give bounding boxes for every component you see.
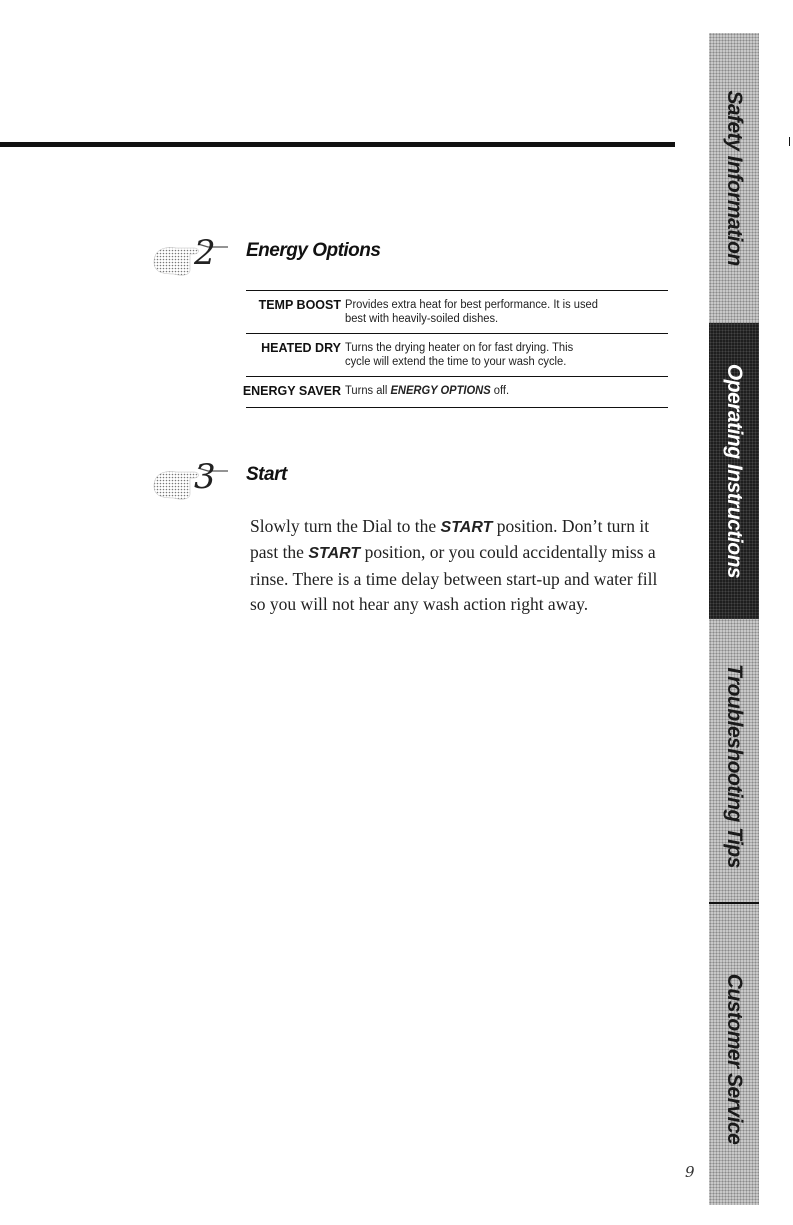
option-description-line: Provides extra heat for best performance. It is used [345,299,598,311]
option-name: ENERGY SAVER [242,384,341,398]
section-title: Energy Options [246,240,381,261]
body-text: position, or you could accidentally miss a rinse. There is a time delay between start-up and water fill so you will not hear any wash action right away. [250,542,658,614]
body-text: position. Don’t turn it past the [250,515,650,562]
option-row-heated-dry [246,333,668,376]
section-title: Start [246,464,287,485]
step-number: 3 [194,457,216,497]
tab-label: Operating Instructions [723,363,746,579]
tab-operating-instructions[interactable] [709,323,759,619]
option-description [345,341,655,369]
option-description [345,298,655,326]
tab-label: Safety Information [723,90,746,266]
option-description-line: cycle will extend the time to your wash cycle. [345,356,567,368]
header-rule [0,142,675,147]
tab-divider [709,902,759,904]
option-description-line: best with heavily-soiled dishes. [345,313,499,325]
option-name: HEATED DRY [261,341,341,355]
option-description-line: Turns the drying heater on for fast drying. This [345,342,574,354]
tab-customer-service[interactable] [709,913,759,1205]
tab-label: Customer Service [723,973,746,1145]
option-name: TEMP BOOST [258,298,341,312]
tab-label: Troubleshooting Tips [723,664,746,868]
option-description-emphasis: ENERGY OPTIONS [390,385,491,397]
body-emphasis: START [440,518,493,536]
section-tabs [709,33,759,1205]
start-instructions [250,514,662,618]
tab-safety-information[interactable] [709,33,759,323]
option-description [345,384,655,398]
energy-options-table [242,290,668,408]
option-row-temp-boost [246,290,668,333]
pointing-hand-icon [150,458,230,504]
step-start [150,458,450,504]
pointing-hand-icon [150,234,230,280]
body-text: Slowly turn the Dial to the [250,515,441,536]
step-energy-options [150,234,450,280]
crop-mark [789,137,790,146]
option-description-text: Turns all [345,385,391,397]
step-number: 2 [194,233,216,273]
option-row-energy-saver [242,376,668,408]
body-emphasis: START [308,545,361,562]
page-number: 9 [685,1163,695,1181]
option-description-text: off. [490,385,510,397]
tab-troubleshooting-tips[interactable] [709,619,759,913]
